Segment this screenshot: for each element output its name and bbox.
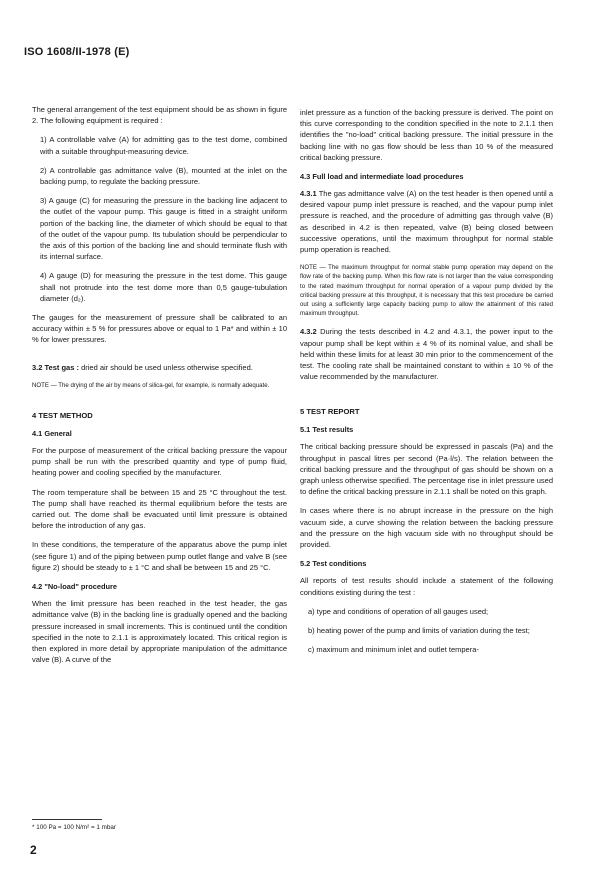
section-3-2-text: dried air should be used unless otherwise specified.	[81, 362, 253, 372]
section-4-3-1	[300, 188, 553, 255]
section-5-2-paragraph: All reports of test results should include a statement of the following conditions existing during the test :	[300, 576, 553, 597]
section-4-3-2-text: During the tests described in 4.2 and 4.3.1, the power input to the vapour pump shall be kept within ± 4 % of its nominal value, and shall be held within these limits for at least 30 min prior to the commencement of the test. The cooling rate shall be maintained constant to within ± 10 % of the value recommended by the manufacturer.	[300, 327, 553, 382]
left-column	[32, 104, 287, 673]
page-number: 2	[30, 843, 37, 857]
condition-item-a: a) type and conditions of operation of all gauges used;	[308, 606, 489, 616]
section-5-1-paragraph-2: In cases where there is no abrupt increase in the pressure on the high vacuum side, a curve showing the relation between the backing pressure and the pressure on the high vacuum side with no throughput should be provided.	[300, 506, 553, 550]
footnote: * 100 Pa = 100 N/m² = 1 mbar	[32, 824, 117, 831]
note-4-3-1: NOTE — The maximum throughput for normal stable pump operation may depend on the flow rate of the backing pump. When this flow rate is not larger than the value corresponding to the rated maximum throughput for normal operation of a vapour pump divided by the critical backing pressure at this throughput, it is necessary that this test procedure be carried out using a sufficiently large capacity backing pump to allow the attainment of this rated maximum throughput.	[300, 264, 553, 318]
equipment-item-1: 1) A controllable valve (A) for admitting gas to the test dome, combined with a suitable throughput-measuring device.	[40, 135, 287, 156]
gauges-paragraph: The gauges for the measurement of pressure shall be calibrated to an accuracy within ± 5 % for pressures above or equal to 1 Pa* and within ± 10 % for lower pressures.	[32, 313, 287, 345]
section-5-heading: 5 TEST REPORT	[300, 407, 360, 417]
section-4-1-paragraph-1: For the purpose of measurement of the critical backing pressure the vapour pump shall be run with the prescribed quantity and type of pump fluid, heating power and cooling specified by the manufacturer.	[32, 446, 287, 478]
section-4-heading: 4 TEST METHOD	[32, 411, 93, 421]
section-5-1-heading: 5.1 Test results	[300, 425, 354, 435]
section-4-3-1-label: 4.3.1	[300, 189, 317, 199]
section-4-3-2-label: 4.3.2	[300, 327, 317, 337]
footnote-rule	[32, 819, 102, 820]
section-3-2	[32, 362, 287, 373]
section-4-2-paragraph: When the limit pressure has been reached in the test header, the gas admittance valve (B) in the backing line is gradually opened and the backing pressure increased in small increments. This is continued until the condition specified in the note to 2.1.1 is approximately located. This critical region is then explored in more detail by appropriate manipulation of the admittance valve (B). A curve of the	[32, 599, 287, 665]
section-4-1-heading: 4.1 General	[32, 429, 72, 439]
section-4-3-2	[300, 326, 553, 382]
section-4-3-heading: 4.3 Full load and intermediate load procedures	[300, 172, 464, 182]
note-3-2: NOTE — The drying of the air by means of silica-gel, for example, is normally adequate.	[32, 381, 270, 389]
equipment-item-4: 4) A gauge (D) for measuring the pressure in the test dome. This gauge shall not protrude into the test dome more than 0,5 gauge-tubulation diameter (d₂).	[40, 271, 287, 303]
section-4-1-paragraph-2: The room temperature shall be between 15 and 25 °C throughout the test. The pump shall have reached its thermal equilibrium before the tests are carried out. The dome shall be evacuated until limit pressure is obtained before the introduction of any gas.	[32, 487, 287, 531]
equipment-item-3: 3) A gauge (C) for measuring the pressure in the backing line adjacent to the outlet of the vapour pump. This gauge is fitted in a straight uniform portion of the backing line, the diameter of which should be equal to that of the outlet of the vapour pump. Its tubulation should be perpendicular to the axis of this portion of the backing line and should terminate flush with its internal surface.	[40, 196, 287, 262]
section-4-1-paragraph-3: In these conditions, the temperature of the apparatus above the pump inlet (see figure 1) and of the piping between pump outlet flange and valve B (see figure 2) should be steady to ± 1 °C and shall be between 15 and 25 °C.	[32, 540, 287, 572]
section-4-2-heading: 4.2 "No-load" procedure	[32, 582, 118, 592]
section-4-3-1-text: The gas admittance valve (A) on the test header is then opened until a desired vapour pump inlet pressure is reached, and the vapour pump inlet pressure is reached, and the procedure of admitting gas through valve (B) as described in 4.2 is then repeated, valve (B) being closed between successive operations, until the maximum throughput for normal stable pump operation is reached.	[300, 189, 553, 255]
equipment-item-2: 2) A controllable gas admittance valve (B), mounted at the inlet on the backing pump, to regulate the backing pressure.	[40, 165, 287, 187]
condition-item-c: c) maximum and minimum inlet and outlet tempera-	[308, 645, 479, 655]
section-3-2-label: 3.2 Test gas :	[32, 362, 79, 372]
continuation-paragraph: inlet pressure as a function of the backing pressure is derived. The point on this curve corresponding to the condition specified in the note to 2.1.1 then identifies the "no-load" critical backing pressure. The initial pressure in the backing line with no gas flow should be less than 10 % of the measured critical backing pressure.	[300, 108, 553, 162]
right-column	[300, 107, 553, 663]
section-5-2-heading: 5.2 Test conditions	[300, 559, 367, 569]
section-5-1-paragraph-1: The critical backing pressure should be expressed in pascals (Pa) and the throughput in pascal litres per second (Pa·l/s). The relation between the critical backing pressure and the throughput of gas should be shown on a graph unless otherwise specified. The percentage rise in inlet pressure used to define the critical backing pressure in 2.1.1 shall be noted on this graph.	[300, 442, 553, 497]
condition-item-b: b) heating power of the pump and limits of variation during the test;	[308, 625, 530, 635]
page-header: ISO 1608/II-1978 (E)	[24, 46, 130, 58]
intro-paragraph: The general arrangement of the test equipment should be as shown in figure 2. The following equipment is required :	[32, 105, 287, 126]
